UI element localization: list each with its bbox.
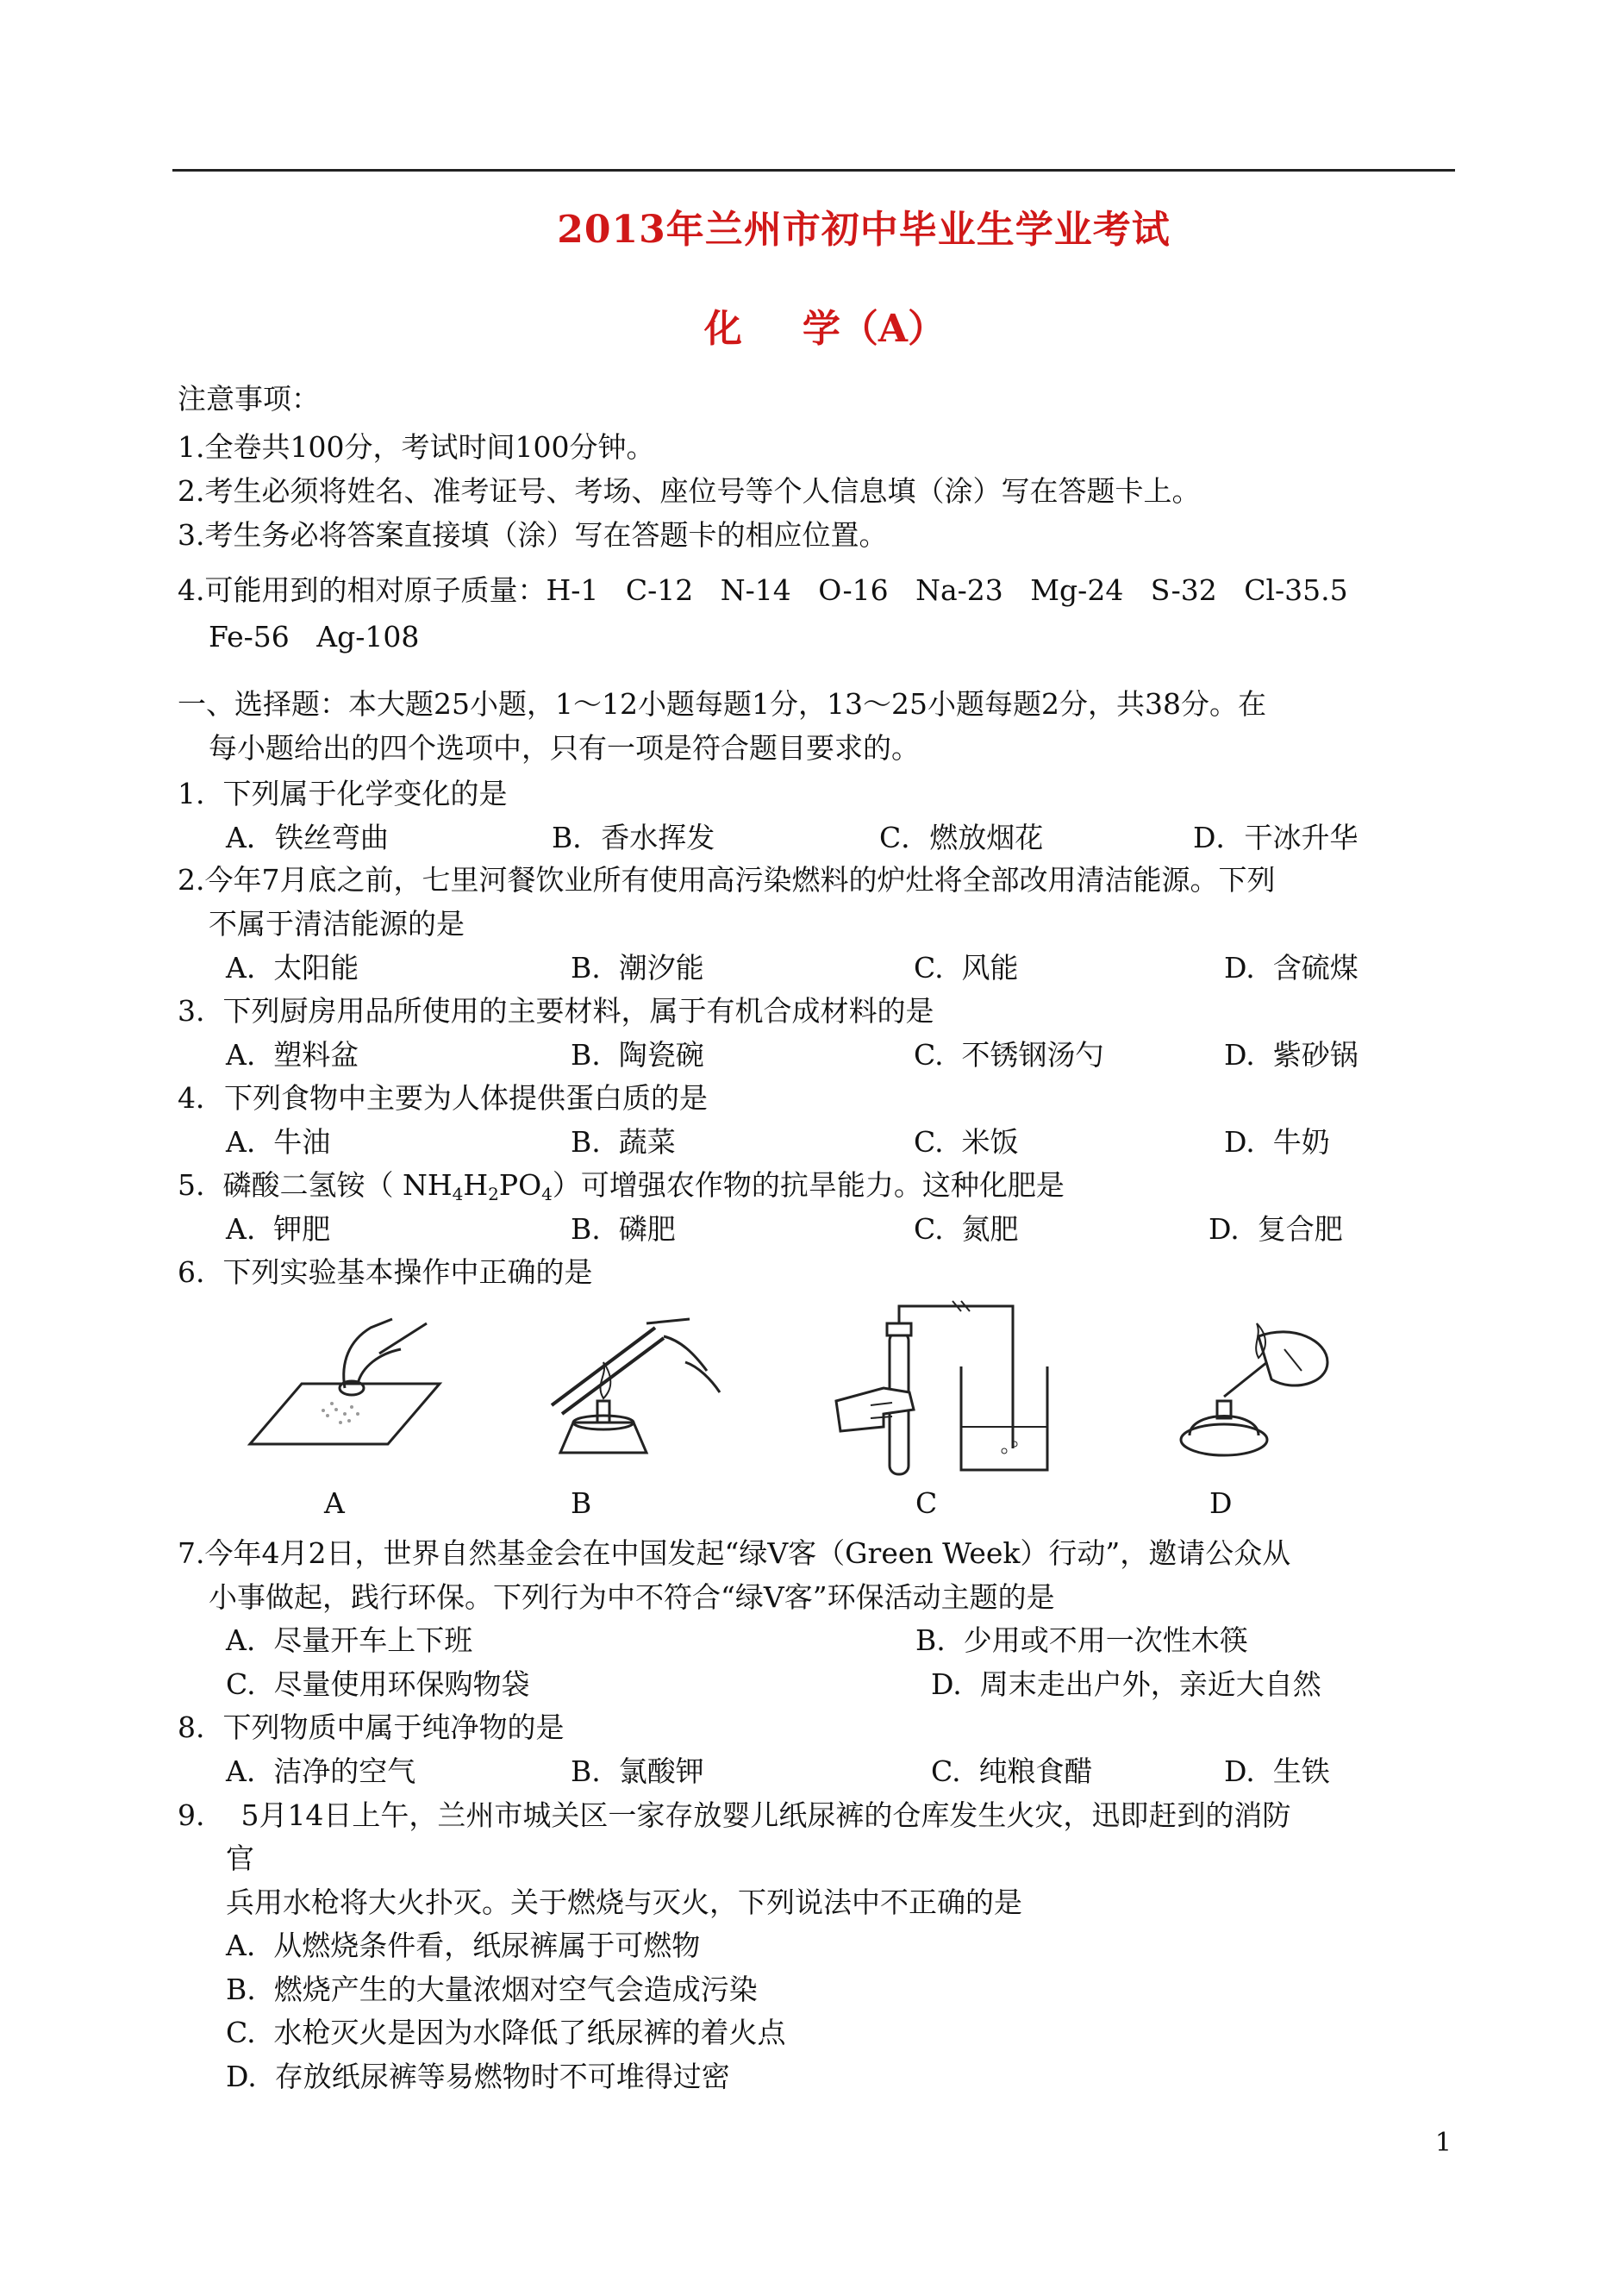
q9-option-b: B. 燃烧产生的大量浓烟对空气会造成污染 — [226, 1973, 758, 2006]
q2-stem-cont: 不属于清洁能源的是 — [209, 907, 465, 941]
q4-option-b: B. 蔬菜 — [571, 1125, 676, 1159]
header-rule — [172, 169, 1455, 172]
q4-stem: 4．下列食物中主要为人体提供蛋白质的是 — [178, 1081, 708, 1115]
q9-option-d: D. 存放纸尿裤等易燃物时不可堆得过密 — [226, 2060, 730, 2093]
subject-char-2: 学（A） — [802, 307, 946, 351]
q5-option-b: B. 磷肥 — [571, 1212, 676, 1246]
q5-formula-h: H — [463, 1168, 489, 1202]
q8-option-b: B. 氯酸钾 — [571, 1754, 704, 1788]
q1-option-c: C．燃放烟花 — [879, 821, 1044, 854]
q5-sub-3: 4 — [541, 1184, 553, 1204]
q9-stem: 9. 5月14日上午，兰州市城关区一家存放婴儿纸尿裤的仓库发生火灾，迅即赶到的消防 — [178, 1798, 1291, 1832]
q5-sub-2: 2 — [488, 1184, 499, 1204]
q9-option-a: A. 从燃烧条件看，纸尿裤属于可燃物 — [226, 1929, 701, 1962]
q7-option-b: B. 少用或不用一次性木筷 — [915, 1623, 1248, 1657]
q1-stem: 1. 下列属于化学变化的是 — [178, 777, 508, 810]
q5-option-a: A. 钾肥 — [226, 1212, 331, 1246]
q5-option-c: C. 氮肥 — [914, 1212, 1019, 1246]
q3-option-a: A. 塑料盆 — [226, 1038, 359, 1072]
page-title: 2013年兰州市初中毕业生学业考试 — [557, 208, 1171, 252]
figure-b-label: B — [571, 1486, 592, 1520]
q7-stem: 7.今年4月2日，世界自然基金会在中国发起“绿Ⅴ客（Green Week）行动”，邀请公众从 — [178, 1536, 1291, 1570]
q8-stem: 8. 下列物质中属于纯净物的是 — [178, 1710, 565, 1744]
q2-stem: 2.今年7月底之前，七里河餐饮业所有使用高污染燃料的炉灶将全部改用清洁能源。下列 — [178, 863, 1276, 897]
q4-option-c: C. 米饭 — [914, 1125, 1019, 1159]
q8-option-d: D. 生铁 — [1224, 1754, 1330, 1788]
q6-stem: 6. 下列实验基本操作中正确的是 — [178, 1255, 593, 1289]
q2-option-c: C. 风能 — [914, 951, 1019, 985]
q1-option-d: D．干冰升华 — [1193, 821, 1359, 854]
figure-b-illustration — [526, 1302, 733, 1466]
subject-title — [0, 297, 1624, 353]
q9-stem-cont-1: 官 — [226, 1842, 254, 1875]
q5-stem-post: ）可增强农作物的抗旱能力。这种化肥是 — [552, 1168, 1065, 1202]
q7-option-d: D. 周末走出户外，亲近大自然 — [931, 1667, 1321, 1701]
figure-c-label: C — [915, 1486, 938, 1520]
q4-option-d: D. 牛奶 — [1224, 1125, 1330, 1159]
q3-stem: 3. 下列厨房用品所使用的主要材料，属于有机合成材料的是 — [178, 994, 934, 1028]
note-item-1: 1.全卷共100分，考试时间100分钟。 — [178, 430, 655, 464]
section1-intro-2: 每小题给出的四个选项中，只有一项是符合题目要求的。 — [209, 731, 920, 765]
q2-option-d: D. 含硫煤 — [1224, 951, 1359, 985]
q3-option-b: B. 陶瓷碗 — [571, 1038, 704, 1072]
figure-d-illustration — [1172, 1310, 1345, 1466]
page-number: 1 — [1434, 2128, 1452, 2158]
q5-stem-pre: 5. 磷酸二氢铵（ NH — [178, 1168, 453, 1202]
q2-option-a: A. 太阳能 — [226, 951, 359, 985]
figure-a-label: A — [324, 1486, 345, 1520]
q9-option-c: C. 水枪灭火是因为水降低了纸尿裤的着火点 — [226, 2016, 786, 2049]
note-item-4-cont: Fe-56 Ag-108 — [209, 620, 420, 653]
q5-sub-1: 4 — [452, 1184, 464, 1204]
figure-c-illustration — [832, 1298, 1056, 1479]
q7-option-a: A. 尽量开车上下班 — [226, 1623, 473, 1657]
q8-option-a: A. 洁净的空气 — [226, 1754, 416, 1788]
q8-option-c: C. 纯粮食醋 — [931, 1754, 1093, 1788]
q1-option-b: B．香水挥发 — [552, 821, 715, 854]
note-item-2: 2.考生必须将姓名、准考证号、考场、座位号等个人信息填（涂）写在答题卡上。 — [178, 474, 1201, 508]
q4-option-a: A. 牛油 — [226, 1125, 331, 1159]
section1-intro-1: 一、选择题：本大题25小题，1～12小题每题1分，13～25小题每题2分，共38分。在 — [178, 687, 1266, 721]
subject-char-1: 化 — [703, 307, 742, 351]
q5-stem — [178, 1168, 1065, 1204]
figure-a-illustration — [241, 1302, 448, 1457]
note-item-4: 4.可能用到的相对原子质量：H-1 C-12 N-14 O-16 Na-23 Mg-24 S-32 Cl-35.5 — [178, 573, 1348, 607]
q3-option-c: C. 不锈钢汤勺 — [914, 1038, 1104, 1072]
figure-d-label: D — [1209, 1486, 1233, 1520]
q5-formula-po: PO — [498, 1168, 542, 1202]
q2-option-b: B. 潮汐能 — [571, 951, 704, 985]
q1-option-a: A．铁丝弯曲 — [226, 821, 389, 854]
q3-option-d: D. 紫砂锅 — [1224, 1038, 1359, 1072]
q7-stem-cont: 小事做起，践行环保。下列行为中不符合“绿Ⅴ客”环保活动主题的是 — [209, 1580, 1055, 1614]
note-item-3: 3.考生务必将答案直接填（涂）写在答题卡的相应位置。 — [178, 518, 888, 552]
q5-option-d: D. 复合肥 — [1209, 1212, 1343, 1246]
notes-heading: 注意事项： — [178, 382, 320, 416]
q9-stem-cont-2: 兵用水枪将大火扑灭。关于燃烧与灭火，下列说法中不正确的是 — [226, 1885, 1022, 1919]
q7-option-c: C. 尽量使用环保购物袋 — [226, 1667, 530, 1701]
